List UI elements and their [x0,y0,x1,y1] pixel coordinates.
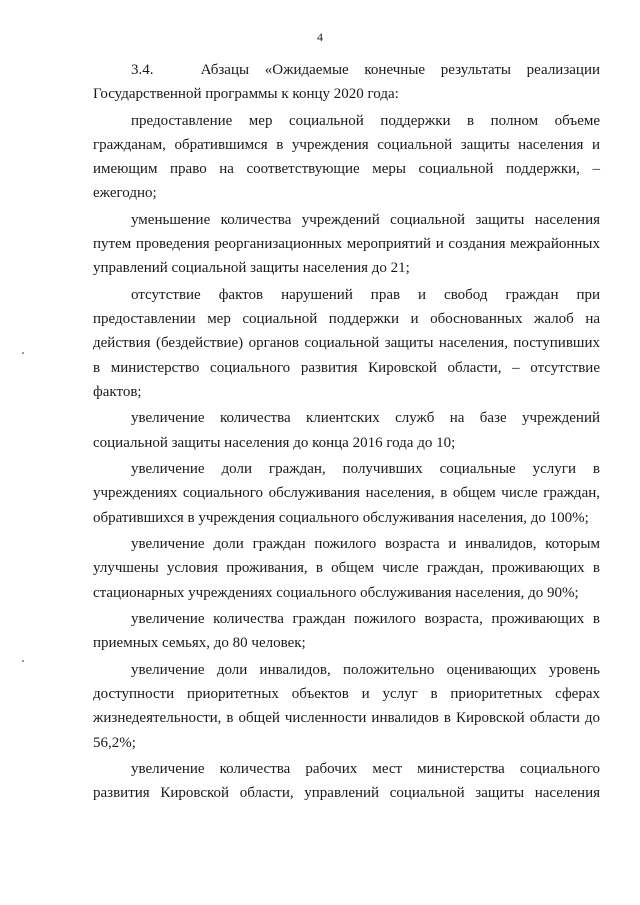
paragraph-social-support: предоставление мер социальной поддержки в полном объеме гражданам, обратившимся в учреждения социальной защиты населения и имеющим право на соответствующие меры социальной поддержки, – ежегодно; [93,112,600,202]
scan-speck [22,660,24,662]
paragraph-no-violations: отсутствие фактов нарушений прав и свобод граждан при предоставлении мер социальной поддержки и обоснованных жалоб на действия (бездействие) органов социальной защиты населения, поступивших в министерство социального развития Кировской области, – отсутствие фактов; [93,287,600,400]
paragraph-3-4-heading: 3.4. Абзацы «Ожидаемые конечные результаты реализации Государственной программы к концу 2020 года: [93,62,600,103]
paragraph-living-conditions: увеличение доли граждан пожилого возраста и инвалидов, которым улучшены условия проживания, в общем числе граждан, проживающих в стационарных учреждениях социального обслуживания населения, до 90%; [93,536,600,601]
document-body [93,58,600,808]
paragraph-foster-families: увеличение количества граждан пожилого возраста, проживающих в приемных семьях, до 80 человек; [93,611,600,652]
paragraph-institutions-reduction: уменьшение количества учреждений социальной защиты населения путем проведения реорганизационных мероприятий и создания межрайонных управлений социальной защиты населения до 21; [93,212,600,277]
page-number: 4 [317,30,323,44]
paragraph-social-services-share: увеличение доли граждан, получивших социальные услуги в учреждениях социального обслуживания населения, в общем числе граждан, обратившихся в учреждения социального обслуживания населения, до 100%; [93,461,600,526]
paragraph-client-services: увеличение количества клиентских служб на базе учреждений социальной защиты населения до конца 2016 года до 10; [93,410,600,451]
scan-speck [22,352,24,354]
paragraph-accessibility: увеличение доли инвалидов, положительно оценивающих уровень доступности приоритетных объектов и услуг в приоритетных сферах жизнедеятельности, в общей численности инвалидов в Кировской области до 56,2%; [93,662,600,751]
paragraph-workplaces: увеличение количества рабочих мест министерства социального развития Кировской области, управлений социальной защиты населения [93,761,600,802]
